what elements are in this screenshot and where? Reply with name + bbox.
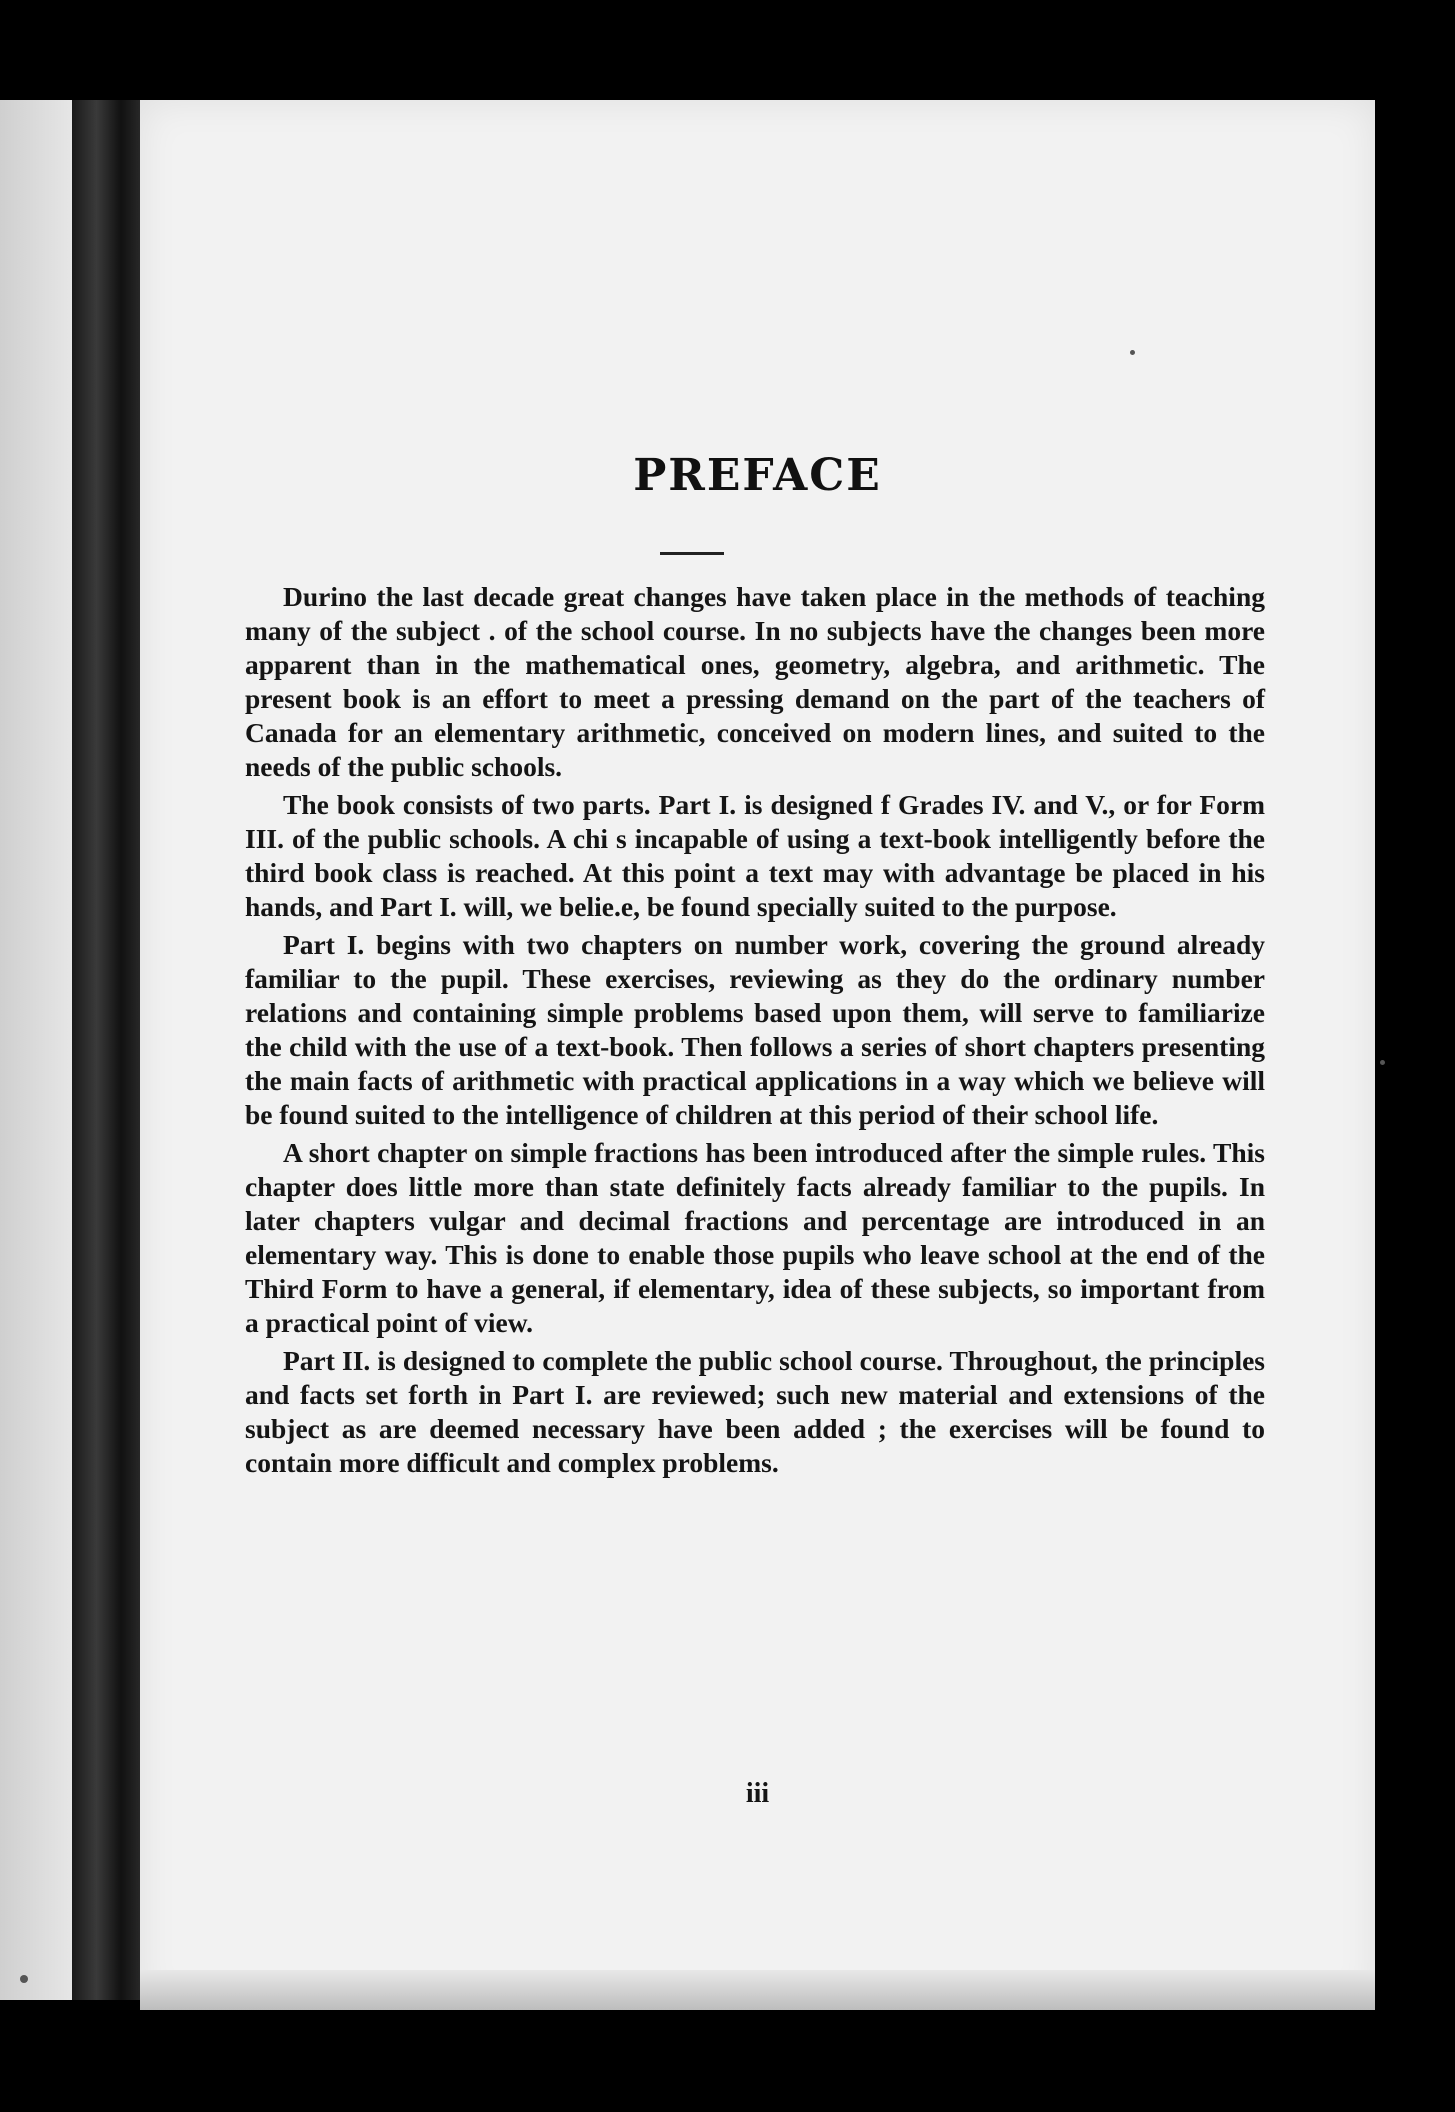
title-rule xyxy=(660,552,724,555)
book-spine xyxy=(72,100,142,2000)
preface-body xyxy=(245,580,1265,1484)
preface-page xyxy=(140,100,1375,2010)
paragraph-2: The book consists of two parts. Part I. is designed f Grades IV. and V., or for Form III. of the public schools. A chi s incapable of using a text-book intelligently before the third book class is reached. At this point a text may with advantage be placed in his hands, and Part I. will, we belie.e, be found specially suited to the purpose. xyxy=(245,789,1265,922)
dust-speck xyxy=(1130,350,1135,355)
page-title: PREFACE xyxy=(633,450,882,501)
paragraph-1: Durino the last decade great changes have taken place in the methods of teaching many of the subject . of the school course. In no subjects have the changes been more apparent than in the mathematical ones, geometry, algebra, and arithmetic. The present book is an effort to meet a pressing demand on the part of the teachers of Canada for an elementary arithmetic, conceived on modern lines, and suited to the needs of the public schools. xyxy=(245,581,1265,782)
page-number: iii xyxy=(745,1778,770,1809)
paragraph-3: Part I. begins with two chapters on number work, covering the ground already familiar to the pupil. These exercises, reviewing as they do the ordinary number relations and containing simple problems based upon them, will serve to familiarize the child with the use of a text-book. Then follows a series of short chapters presenting the main facts of arithmetic with practical applications in a way which we believe will be found suited to the intelligence of children at this period of their school life. xyxy=(245,929,1265,1130)
page-bottom-edge xyxy=(140,1970,1375,2010)
dust-speck xyxy=(1380,1060,1385,1065)
paragraph-4: A short chapter on simple fractions has been introduced after the simple rules. This chapter does little more than state definitely facts already familiar to the pupils. In later chapters vulgar and decimal fractions and percentage are introduced in an elementary way. This is done to enable those pupils who leave school at the end of the Third Form to have a general, if elementary, idea of these subjects, so important from a practical point of view. xyxy=(245,1137,1265,1338)
paragraph-5: Part II. is designed to complete the public school course. Throughout, the principles and facts set forth in Part I. are reviewed; such new material and extensions of the subject as are deemed necessary have been added ; the exercises will be found to contain more difficult and complex problems. xyxy=(245,1345,1265,1478)
dust-speck xyxy=(20,1975,28,1983)
